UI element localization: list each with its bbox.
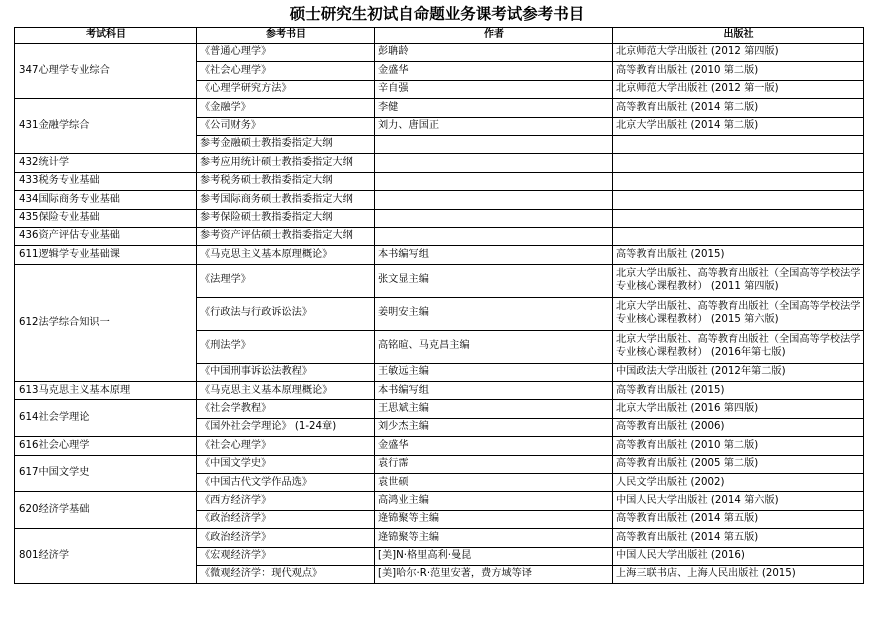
author-cell: 张文显主编 bbox=[375, 264, 613, 297]
author-cell: 王思斌主编 bbox=[375, 400, 613, 418]
publisher-cell bbox=[613, 227, 864, 245]
table-row bbox=[15, 400, 864, 418]
publisher-cell: 北京大学出版社、高等教育出版社（全国高等学校法学专业核心课程教材） (2016年第七版) bbox=[613, 330, 864, 363]
publisher-cell: 上海三联书店、上海人民出版社 (2015) bbox=[613, 565, 864, 583]
table-row bbox=[15, 172, 864, 190]
author-cell bbox=[375, 209, 613, 227]
publisher-cell: 高等教育出版社 (2015) bbox=[613, 382, 864, 400]
page-title: 硕士研究生初试自命题业务课考试参考书目 bbox=[289, 5, 585, 23]
book-cell: 《西方经济学》 bbox=[197, 492, 375, 510]
author-cell bbox=[375, 172, 613, 190]
subject-cell: 617中国文学史 bbox=[15, 455, 197, 492]
publisher-cell: 高等教育出版社 (2014 第五版) bbox=[613, 529, 864, 547]
book-cell: 参考资产评估硕士教指委指定大纲 bbox=[197, 227, 375, 245]
subject-cell: 434国际商务专业基础 bbox=[15, 191, 197, 209]
subject-cell: 613马克思主义基本原理 bbox=[15, 382, 197, 400]
publisher-cell: 北京大学出版社 (2016 第四版) bbox=[613, 400, 864, 418]
book-cell: 《社会心理学》 bbox=[197, 437, 375, 455]
publisher-cell: 高等教育出版社 (2015) bbox=[613, 246, 864, 264]
publisher-cell bbox=[613, 135, 864, 153]
book-cell: 《宏观经济学》 bbox=[197, 547, 375, 565]
author-cell: 金盛华 bbox=[375, 437, 613, 455]
author-cell: [美]N·格里高利·曼昆 bbox=[375, 547, 613, 565]
subject-cell: 611逻辑学专业基础课 bbox=[15, 246, 197, 264]
book-cell: 《中国刑事诉讼法教程》 bbox=[197, 363, 375, 381]
table-row bbox=[15, 382, 864, 400]
publisher-cell: 高等教育出版社 (2014 第五版) bbox=[613, 510, 864, 528]
book-cell: 《马克思主义基本原理概论》 bbox=[197, 246, 375, 264]
table-row bbox=[15, 99, 864, 117]
publisher-cell bbox=[613, 172, 864, 190]
author-cell: 金盛华 bbox=[375, 62, 613, 80]
book-cell: 《刑法学》 bbox=[197, 330, 375, 363]
column-header-publisher: 出版社 bbox=[613, 28, 864, 44]
author-cell: 高鸿业主编 bbox=[375, 492, 613, 510]
author-cell: 刘少杰主编 bbox=[375, 418, 613, 436]
author-cell bbox=[375, 191, 613, 209]
author-cell: 高铭暄、马克昌主编 bbox=[375, 330, 613, 363]
table-row bbox=[15, 437, 864, 455]
table-body bbox=[15, 44, 864, 584]
publisher-cell: 中国人民大学出版社 (2014 第六版) bbox=[613, 492, 864, 510]
subject-cell: 436资产评估专业基础 bbox=[15, 227, 197, 245]
book-cell: 《心理学研究方法》 bbox=[197, 80, 375, 98]
publisher-cell bbox=[613, 191, 864, 209]
table-row bbox=[15, 455, 864, 473]
subject-cell: 435保险专业基础 bbox=[15, 209, 197, 227]
publisher-cell: 北京大学出版社、高等教育出版社（全国高等学校法学专业核心课程教材） (2011 第四版) bbox=[613, 264, 864, 297]
book-cell: 《社会心理学》 bbox=[197, 62, 375, 80]
author-cell: 逄锦聚等主编 bbox=[375, 510, 613, 528]
subject-cell: 347心理学专业综合 bbox=[15, 44, 197, 99]
book-cell: 《公司财务》 bbox=[197, 117, 375, 135]
book-cell: 《马克思主义基本原理概论》 bbox=[197, 382, 375, 400]
subject-cell: 612法学综合知识一 bbox=[15, 264, 197, 381]
table-row bbox=[15, 227, 864, 245]
author-cell: 王敏远主编 bbox=[375, 363, 613, 381]
author-cell: 逄锦聚等主编 bbox=[375, 529, 613, 547]
book-cell: 《中国文学史》 bbox=[197, 455, 375, 473]
table-row bbox=[15, 246, 864, 264]
table-row bbox=[15, 44, 864, 62]
subject-cell: 431金融学综合 bbox=[15, 99, 197, 154]
book-cell: 《中国古代文学作品选》 bbox=[197, 474, 375, 492]
author-cell: 辛自强 bbox=[375, 80, 613, 98]
publisher-cell bbox=[613, 209, 864, 227]
table-row bbox=[15, 529, 864, 547]
book-cell: 《社会学教程》 bbox=[197, 400, 375, 418]
publisher-cell: 人民文学出版社 (2002) bbox=[613, 474, 864, 492]
book-cell: 《普通心理学》 bbox=[197, 44, 375, 62]
book-cell: 《国外社会学理论》 (1-24章) bbox=[197, 418, 375, 436]
publisher-cell: 中国政法大学出版社 (2012年第二版) bbox=[613, 363, 864, 381]
table-row bbox=[15, 209, 864, 227]
publisher-cell: 北京师范大学出版社 (2012 第四版) bbox=[613, 44, 864, 62]
book-cell: 参考金融硕士教指委指定大纲 bbox=[197, 135, 375, 153]
reference-book-table bbox=[14, 27, 864, 584]
table-row bbox=[15, 154, 864, 172]
subject-cell: 801经济学 bbox=[15, 529, 197, 584]
publisher-cell: 北京大学出版社 (2014 第二版) bbox=[613, 117, 864, 135]
publisher-cell: 高等教育出版社 (2010 第二版) bbox=[613, 437, 864, 455]
author-cell: 本书编写组 bbox=[375, 382, 613, 400]
publisher-cell: 高等教育出版社 (2006) bbox=[613, 418, 864, 436]
column-header-book: 参考书目 bbox=[197, 28, 375, 44]
table-row bbox=[15, 191, 864, 209]
author-cell bbox=[375, 154, 613, 172]
book-cell: 参考应用统计硕士教指委指定大纲 bbox=[197, 154, 375, 172]
author-cell: 袁行霈 bbox=[375, 455, 613, 473]
publisher-cell: 北京师范大学出版社 (2012 第一版) bbox=[613, 80, 864, 98]
book-cell: 《行政法与行政诉讼法》 bbox=[197, 297, 375, 330]
book-cell: 《微观经济学：现代观点》 bbox=[197, 565, 375, 583]
publisher-cell bbox=[613, 154, 864, 172]
subject-cell: 432统计学 bbox=[15, 154, 197, 172]
table-header-row bbox=[15, 28, 864, 44]
book-cell: 《法理学》 bbox=[197, 264, 375, 297]
column-header-subject: 考试科目 bbox=[15, 28, 197, 44]
subject-cell: 616社会心理学 bbox=[15, 437, 197, 455]
author-cell: 本书编写组 bbox=[375, 246, 613, 264]
subject-cell: 433税务专业基础 bbox=[15, 172, 197, 190]
publisher-cell: 北京大学出版社、高等教育出版社（全国高等学校法学专业核心课程教材） (2015 第六版) bbox=[613, 297, 864, 330]
publisher-cell: 高等教育出版社 (2010 第二版) bbox=[613, 62, 864, 80]
publisher-cell: 中国人民大学出版社 (2016) bbox=[613, 547, 864, 565]
publisher-cell: 高等教育出版社 (2014 第二版) bbox=[613, 99, 864, 117]
book-cell: 《政治经济学》 bbox=[197, 510, 375, 528]
book-cell: 参考税务硕士教指委指定大纲 bbox=[197, 172, 375, 190]
author-cell bbox=[375, 135, 613, 153]
book-cell: 参考保险硕士教指委指定大纲 bbox=[197, 209, 375, 227]
column-header-author: 作者 bbox=[375, 28, 613, 44]
subject-cell: 614社会学理论 bbox=[15, 400, 197, 437]
author-cell: 袁世硕 bbox=[375, 474, 613, 492]
author-cell: 刘力、唐国正 bbox=[375, 117, 613, 135]
publisher-cell: 高等教育出版社 (2005 第二版) bbox=[613, 455, 864, 473]
table-row bbox=[15, 264, 864, 297]
author-cell bbox=[375, 227, 613, 245]
author-cell: [美]哈尔·R·范里安著，费方域等译 bbox=[375, 565, 613, 583]
author-cell: 姜明安主编 bbox=[375, 297, 613, 330]
author-cell: 李健 bbox=[375, 99, 613, 117]
table-row bbox=[15, 492, 864, 510]
book-cell: 《政治经济学》 bbox=[197, 529, 375, 547]
book-cell: 《金融学》 bbox=[197, 99, 375, 117]
book-cell: 参考国际商务硕士教指委指定大纲 bbox=[197, 191, 375, 209]
subject-cell: 620经济学基础 bbox=[15, 492, 197, 529]
author-cell: 彭聃龄 bbox=[375, 44, 613, 62]
